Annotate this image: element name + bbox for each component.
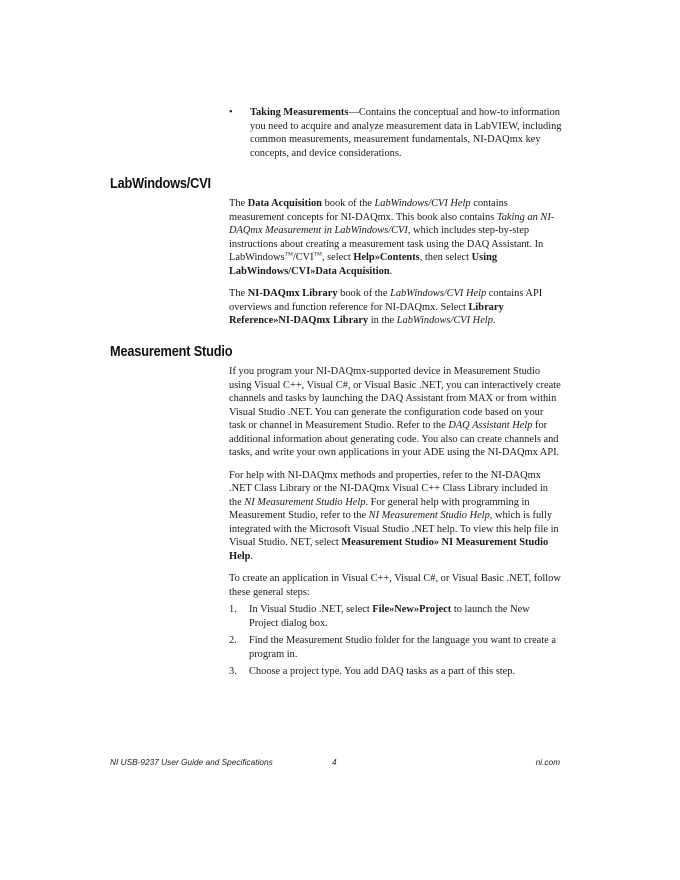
paragraph: The NI-DAQmx Library book of the LabWindows/CVI Help contains API overviews and function reference for NI-DAQmx. Select Library Reference»NI-DAQmx Library in the LabWindows/CVI Help. [229, 288, 543, 326]
bullet-text: Taking Measurements—Contains the conceptual and how-to information you need to acquire and analyze measurement data in LabVIEW, including common measurements, measurement fundamentals, NI-DAQmx key concepts, and device considerations. [250, 107, 562, 159]
section-heading-measurement-studio: Measurement Studio [110, 344, 233, 360]
paragraph: For help with NI-DAQmx methods and properties, refer to the NI-DAQmx .NET Class Library or the NI-DAQmx Visual C++ Class Library included in the NI Measurement Studio Help. For general help with programming in Measurement Studio, refer to the NI Measurement Studio Help, which is fully integrated with the Microsoft Visual Studio .NET help. To view this help file in Visual Studio. NET, select Measurement Studio» NI Measurement Studio Help. [229, 469, 559, 562]
list-item: 2. Find the Measurement Studio folder for the language you want to create a program in. [229, 635, 557, 660]
labwindows-body [229, 197, 561, 337]
paragraph: If you program your NI-DAQmx-supported device in Measurement Studio using Visual C++, Visual C#, or Visual Basic .NET, you can interactively create channels and tasks by launching the DAQ Assistant from MAX or from within Visual Studio .NET. You can generate the configuration code based on your task or channel in Measurement Studio. Refer to the DAQ Assistant Help for additional information about generating code. You also can create channels and tasks, and write your own applications in your ADE using the NI-DAQmx API. [229, 366, 561, 458]
bullet-list [229, 106, 569, 160]
paragraph: The Data Acquisition book of the LabWindows/CVI Help contains measurement concepts for NI-DAQmx. This book also contains Taking an NI-DAQmx Measurement in LabWindows/CVI, which includes step-by-step instructions about creating a measurement task using the DAQ Assistant. In LabWindows™/CVI™, select Help»Contents, then select Using LabWindows/CVI»Data Acquisition. [229, 198, 555, 277]
measurement-studio-body [229, 365, 561, 683]
footer-doc-title: NI USB-9237 User Guide and Specifications [110, 757, 273, 767]
bullet-marker: • [229, 107, 233, 118]
list-item: 3. Choose a project type. You add DAQ tasks as a part of this step. [229, 666, 516, 677]
list-item [229, 106, 569, 160]
bullet-bold-lead: Taking Measurements [250, 107, 349, 118]
footer-page-number: 4 [332, 757, 337, 767]
list-item: 1. In Visual Studio .NET, select File»New»Project to launch the New Project dialog box. [229, 604, 530, 629]
paragraph: To create an application in Visual C++, Visual C#, or Visual Basic .NET, follow these general steps: [229, 573, 561, 598]
footer-site-link[interactable]: ni.com [535, 757, 560, 767]
section-heading-labwindows: LabWindows/CVI [110, 176, 211, 192]
numbered-steps [229, 603, 561, 679]
